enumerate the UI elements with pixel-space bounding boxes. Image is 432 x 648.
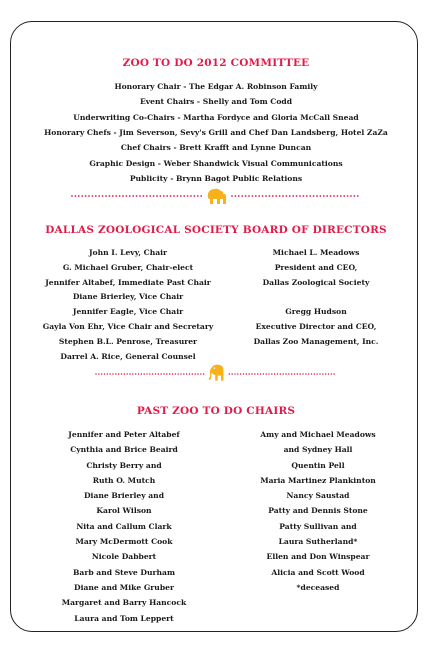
- divider-dot: [255, 195, 257, 197]
- list-item: Ruth O. Mutch: [92, 475, 156, 485]
- divider-dot: [143, 373, 145, 375]
- list-item: Maria Martinez Plankinton: [260, 475, 376, 485]
- list-item: Alicia and Scott Wood: [271, 567, 365, 577]
- divider-dot: [268, 373, 270, 375]
- list-item: Nicole Dabbert: [91, 552, 157, 562]
- divider-dot: [314, 373, 315, 375]
- list-item: Barb and Steve Durham: [73, 567, 175, 577]
- divider-dot: [354, 195, 356, 197]
- divider-dot: [294, 373, 296, 375]
- dot-row-left: [71, 195, 202, 197]
- divider-dot: [183, 195, 185, 197]
- divider-dot: [194, 195, 196, 197]
- list-item: Nancy Saustad: [286, 491, 350, 501]
- list-item: Patty and Dennis Stone: [268, 506, 368, 516]
- divider-dot: [192, 373, 194, 375]
- list-item: Margaret and Barry Hancock: [61, 598, 187, 608]
- divider-dot: [158, 373, 160, 375]
- committee-line: Chef Chairs - Brett Krafft and Lynne Duncan: [120, 143, 312, 153]
- divider-dot: [308, 373, 310, 375]
- divider-dot: [197, 195, 199, 197]
- divider-dot: [95, 195, 97, 197]
- list-item: and Sydney Hall: [283, 445, 353, 455]
- list-item: Patty Sullivan and: [279, 521, 357, 531]
- divider-dot: [248, 373, 250, 375]
- divider-dot: [240, 373, 242, 375]
- divider-elephant: [70, 364, 362, 384]
- list-item: Amy and Michael Meadows: [260, 430, 376, 439]
- divider-dot: [254, 373, 256, 375]
- list-item: Ellen and Don Winspear: [266, 552, 370, 562]
- divider-dot: [173, 195, 175, 197]
- past-chairs-left-column: [24, 427, 224, 626]
- divider-dot: [238, 195, 240, 197]
- divider-dot: [194, 373, 196, 375]
- divider-dot: [279, 195, 281, 197]
- divider-dot: [189, 373, 191, 375]
- divider-dot: [129, 373, 131, 375]
- list-item: John I. Levy, Chair: [88, 248, 168, 257]
- divider-dot: [183, 373, 185, 375]
- divider-dot: [333, 373, 335, 375]
- divider-dot: [257, 373, 259, 375]
- committee-line: Honorary Chefs - Jim Severson, Sevy's Grill and Chef Dan Landsberg, Hotel ZaZa: [44, 127, 388, 137]
- list-item: Quentin Pell: [291, 460, 345, 470]
- divider-dot: [263, 373, 265, 375]
- divider-dot: [347, 195, 349, 197]
- divider-dot: [187, 195, 189, 197]
- dot-row-right-2: [229, 373, 335, 375]
- divider-dot: [153, 195, 155, 197]
- divider-dot: [241, 195, 243, 197]
- divider-dot: [340, 195, 342, 197]
- divider-dot: [229, 373, 231, 375]
- list-item: Stephen B.L. Penrose, Treasurer: [58, 336, 198, 346]
- divider-dot: [112, 195, 114, 197]
- board-left-column: [38, 246, 218, 364]
- divider-dot: [115, 195, 117, 197]
- divider-dot: [302, 373, 304, 375]
- divider-dot: [231, 195, 233, 197]
- list-item: Nita and Callum Clark: [76, 521, 172, 531]
- list-item: Gregg Hudson: [285, 307, 347, 317]
- committee-line: Publicity - Brynn Bagot Public Relations: [129, 173, 303, 183]
- list-item: [226, 290, 406, 305]
- divider-dot: [78, 195, 80, 197]
- divider-dot: [175, 373, 177, 375]
- divider-dot: [313, 195, 315, 197]
- divider-dot: [172, 373, 174, 375]
- committee-line: Event Chairs - Shelly and Tom Codd: [139, 97, 293, 107]
- divider-dot: [138, 373, 140, 375]
- divider-dot: [115, 373, 117, 375]
- divider-dot: [101, 373, 103, 375]
- divider-dot: [265, 195, 267, 197]
- divider-dot: [156, 195, 158, 197]
- divider-dot: [272, 195, 274, 197]
- divider-dot: [330, 195, 332, 197]
- divider-dot: [320, 195, 322, 197]
- list-item: Diane and Mike Gruber: [74, 582, 174, 592]
- divider-dot: [126, 373, 127, 375]
- divider-dot: [163, 373, 165, 375]
- divider-dot: [180, 195, 182, 197]
- list-item: Dallas Zoological Society: [262, 277, 370, 287]
- divider-dot: [119, 195, 121, 197]
- divider-dot: [299, 373, 301, 375]
- divider-dot: [265, 373, 267, 375]
- divider-dot: [251, 373, 253, 375]
- divider-dot: [258, 195, 260, 197]
- divider-dot: [75, 195, 77, 197]
- divider-dot: [311, 373, 313, 375]
- divider-dot: [121, 373, 123, 375]
- divider-dot: [169, 373, 171, 375]
- board-right-column: [226, 246, 406, 350]
- list-item: Dallas Zoo Management, Inc.: [253, 336, 379, 346]
- gorilla-icon: [208, 189, 226, 204]
- divider-dot: [136, 195, 138, 197]
- list-item: Darrel A. Rice, General Counsel: [60, 351, 196, 361]
- divider-dot: [262, 195, 264, 197]
- divider-dot: [243, 373, 245, 375]
- past-chairs-right-column: [218, 427, 418, 595]
- divider-dot: [322, 373, 324, 375]
- divider-dot: [282, 373, 284, 375]
- divider-dot: [248, 195, 250, 197]
- divider-dot: [288, 373, 290, 375]
- divider-dot: [177, 373, 179, 375]
- divider-dot: [246, 373, 248, 375]
- divider-dot: [203, 373, 205, 375]
- divider-dot: [163, 195, 165, 197]
- divider-dot: [319, 373, 321, 375]
- committee-line: Honorary Chair - The Edgar A. Robinson Family: [114, 82, 318, 91]
- divider-dot: [92, 195, 94, 197]
- elephant-icon: [209, 365, 224, 381]
- list-item: G. Michael Gruber, Chair-elect: [62, 262, 194, 272]
- list-item: Michael L. Meadows: [272, 248, 360, 257]
- list-item: Jennifer and Peter Altabef: [68, 430, 180, 439]
- divider-dot: [180, 373, 182, 375]
- divider-dot: [316, 195, 318, 197]
- committee-line: Graphic Design - Weber Shandwick Visual Communications: [89, 158, 343, 168]
- divider-dot: [71, 195, 73, 197]
- divider-dot: [118, 373, 120, 375]
- divider-dot: [274, 373, 276, 375]
- list-item: Laura and Tom Leppert: [74, 613, 174, 623]
- list-item: Diane Brierley and: [83, 491, 165, 501]
- divider-dot: [155, 373, 157, 375]
- divider-dot: [197, 373, 199, 375]
- list-item: *deceased: [296, 582, 340, 592]
- divider-dot: [331, 373, 332, 375]
- list-item: Jennifer Altabef, Immediate Past Chair: [45, 277, 211, 287]
- divider-dot: [271, 373, 273, 375]
- list-item: Gayla Von Ehr, Vice Chair and Secretary: [42, 321, 214, 331]
- divider-dot: [260, 373, 262, 375]
- divider-dot: [95, 373, 97, 375]
- divider-dot: [98, 195, 100, 197]
- divider-dot: [177, 195, 179, 197]
- divider-dot: [275, 195, 277, 197]
- divider-dot: [282, 195, 284, 197]
- divider-dot: [129, 195, 131, 197]
- divider-dot: [149, 373, 151, 375]
- divider-dot: [104, 373, 106, 375]
- divider-dot: [231, 373, 233, 375]
- list-item: Executive Director and CEO,: [255, 321, 377, 331]
- divider-dot: [297, 373, 299, 375]
- divider-dot: [289, 195, 291, 197]
- list-item: Cynthia and Brice Beaird: [70, 445, 178, 455]
- dot-row-right: [231, 195, 359, 197]
- list-item: Karol Wilson: [96, 506, 152, 516]
- divider-dot: [190, 195, 192, 197]
- divider-gorilla: [70, 186, 362, 206]
- divider-dot: [200, 373, 202, 375]
- divider-dot: [200, 195, 202, 197]
- board-heading: DALLAS ZOOLOGICAL SOCIETY BOARD OF DIRECTORS: [45, 224, 387, 236]
- divider-dot: [299, 195, 301, 197]
- divider-dot: [85, 195, 87, 197]
- divider-dot: [280, 373, 282, 375]
- divider-dot: [323, 195, 325, 197]
- divider-dot: [306, 195, 308, 197]
- divider-dot: [234, 373, 236, 375]
- divider-dot: [328, 373, 330, 375]
- list-item: Jennifer Eagle, Vice Chair: [72, 307, 184, 317]
- divider-dot: [132, 195, 134, 197]
- divider-dot: [160, 195, 162, 197]
- list-item: President and CEO,: [274, 262, 358, 272]
- past-chairs-heading: PAST ZOO TO DO CHAIRS: [136, 405, 296, 417]
- divider-dot: [141, 373, 143, 375]
- divider-dot: [333, 195, 335, 197]
- divider-dot: [143, 195, 145, 197]
- divider-dot: [309, 195, 311, 197]
- divider-dot: [291, 373, 293, 375]
- divider-dot: [122, 195, 124, 197]
- divider-dot: [105, 195, 107, 197]
- divider-dot: [252, 195, 254, 197]
- list-item: Christy Berry and: [86, 460, 162, 470]
- divider-dot: [132, 373, 134, 375]
- divider-dot: [109, 373, 111, 375]
- divider-dot: [286, 195, 288, 197]
- divider-dot: [292, 195, 294, 197]
- divider-dot: [343, 195, 345, 197]
- divider-dot: [146, 195, 148, 197]
- divider-dot: [170, 195, 172, 197]
- divider-dot: [124, 373, 126, 375]
- divider-dot: [166, 195, 168, 197]
- divider-dot: [316, 373, 317, 375]
- divider-dot: [81, 195, 83, 197]
- divider-dot: [112, 373, 114, 375]
- divider-dot: [88, 195, 90, 197]
- divider-dot: [305, 373, 307, 375]
- committee-heading: ZOO TO DO 2012 COMMITTEE: [122, 57, 310, 69]
- divider-dot: [357, 195, 359, 197]
- divider-dot: [235, 195, 237, 197]
- divider-dot: [135, 373, 137, 375]
- divider-dot: [102, 195, 104, 197]
- divider-dot: [166, 373, 168, 375]
- divider-dot: [277, 373, 279, 375]
- committee-line: Underwriting Co-Chairs - Martha Fordyce and Gloria McCall Snead: [73, 112, 359, 122]
- divider-dot: [269, 195, 271, 197]
- divider-dot: [107, 373, 109, 375]
- divider-dot: [350, 195, 352, 197]
- list-item: Laura Sutherland*: [278, 537, 358, 547]
- divider-dot: [152, 373, 154, 375]
- divider-dot: [326, 195, 328, 197]
- list-item: Mary McDermott Cook: [75, 537, 173, 547]
- divider-dot: [325, 373, 326, 375]
- divider-dot: [146, 373, 148, 375]
- divider-dot: [296, 195, 298, 197]
- divider-dot: [109, 195, 111, 197]
- list-item: Diane Brierley, Vice Chair: [72, 292, 184, 302]
- divider-dot: [98, 373, 100, 375]
- divider-dot: [139, 195, 141, 197]
- divider-dot: [237, 373, 239, 375]
- dot-row-left-2: [95, 373, 204, 375]
- divider-dot: [149, 195, 151, 197]
- divider-dot: [245, 195, 247, 197]
- divider-dot: [126, 195, 128, 197]
- divider-dot: [186, 373, 188, 375]
- divider-dot: [160, 373, 162, 375]
- divider-dot: [285, 373, 287, 375]
- divider-dot: [337, 195, 339, 197]
- divider-dot: [303, 195, 305, 197]
